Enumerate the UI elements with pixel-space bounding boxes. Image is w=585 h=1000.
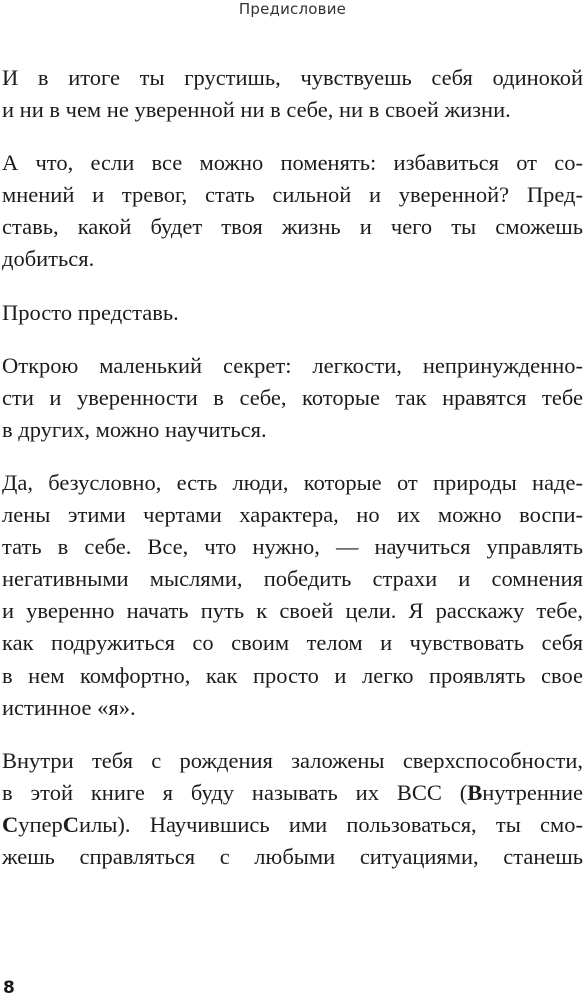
bold-initial: С bbox=[2, 811, 19, 837]
text-line: ставь, какой будет твоя жизнь и чего ты сможешь bbox=[2, 214, 583, 240]
text-line: Открою маленький секрет: легкости, непринужденно- bbox=[2, 352, 583, 378]
paragraph-1 bbox=[2, 62, 583, 126]
paragraph-5 bbox=[2, 467, 583, 724]
body-text bbox=[2, 62, 583, 894]
text-line: негативными мыслями, победить страхи и сомнения bbox=[2, 566, 583, 592]
text-line: в нем комфортно, как просто и легко проявлять свое bbox=[2, 662, 583, 688]
paragraph-4 bbox=[2, 350, 583, 446]
text-run: илы). Научившись ими пользоваться, ты смо- bbox=[79, 811, 583, 837]
text-line: и уверенно начать путь к своей цели. Я расскажу тебе, bbox=[2, 598, 583, 624]
text-line: Внутри тебя с рождения заложены сверхспособности, bbox=[2, 747, 583, 773]
text-line: мнений и тревог, стать сильной и уверенной? Пред- bbox=[2, 182, 583, 208]
text-line: тать в себе. Все, что нужно, — научиться управлять bbox=[2, 534, 583, 560]
paragraph-2 bbox=[2, 147, 583, 275]
text-line: истинное «я». bbox=[2, 694, 136, 720]
paragraph-3 bbox=[2, 297, 583, 329]
text-line: жешь справляться с любыми ситуациями, станешь bbox=[2, 843, 583, 869]
running-head: Предисловие bbox=[238, 0, 347, 18]
bold-initial: В bbox=[467, 779, 483, 805]
text-line: сти и уверенности в себе, которые так нравятся тебе bbox=[2, 384, 583, 410]
text-line: и ни в чем не уверенной ни в себе, ни в своей жизни. bbox=[2, 97, 511, 123]
text-run: в этой книге я буду называть их ВСС ( bbox=[2, 779, 468, 805]
text-line: как подружиться со своим телом и чувствовать себя bbox=[2, 630, 583, 656]
text-run: упер bbox=[18, 811, 63, 837]
text-line: Да, безусловно, есть люди, которые от природы наде- bbox=[2, 469, 583, 495]
paragraph-6 bbox=[2, 745, 583, 873]
text-run: нутренние bbox=[482, 779, 583, 805]
text-line: А что, если все можно поменять: избавиться от со- bbox=[2, 150, 583, 176]
text-line bbox=[2, 777, 583, 809]
bold-initial: С bbox=[62, 811, 80, 837]
text-line: в других, можно научиться. bbox=[2, 416, 267, 442]
text-line: И в итоге ты грустишь, чувствуешь себя одинокой bbox=[2, 65, 583, 90]
page-number: 8 bbox=[3, 978, 15, 998]
text-line bbox=[2, 809, 583, 841]
text-line: лены этими чертами характера, но их можно воспи- bbox=[2, 502, 583, 528]
text-line: Просто представь. bbox=[2, 299, 179, 325]
text-line: добиться. bbox=[2, 246, 95, 272]
